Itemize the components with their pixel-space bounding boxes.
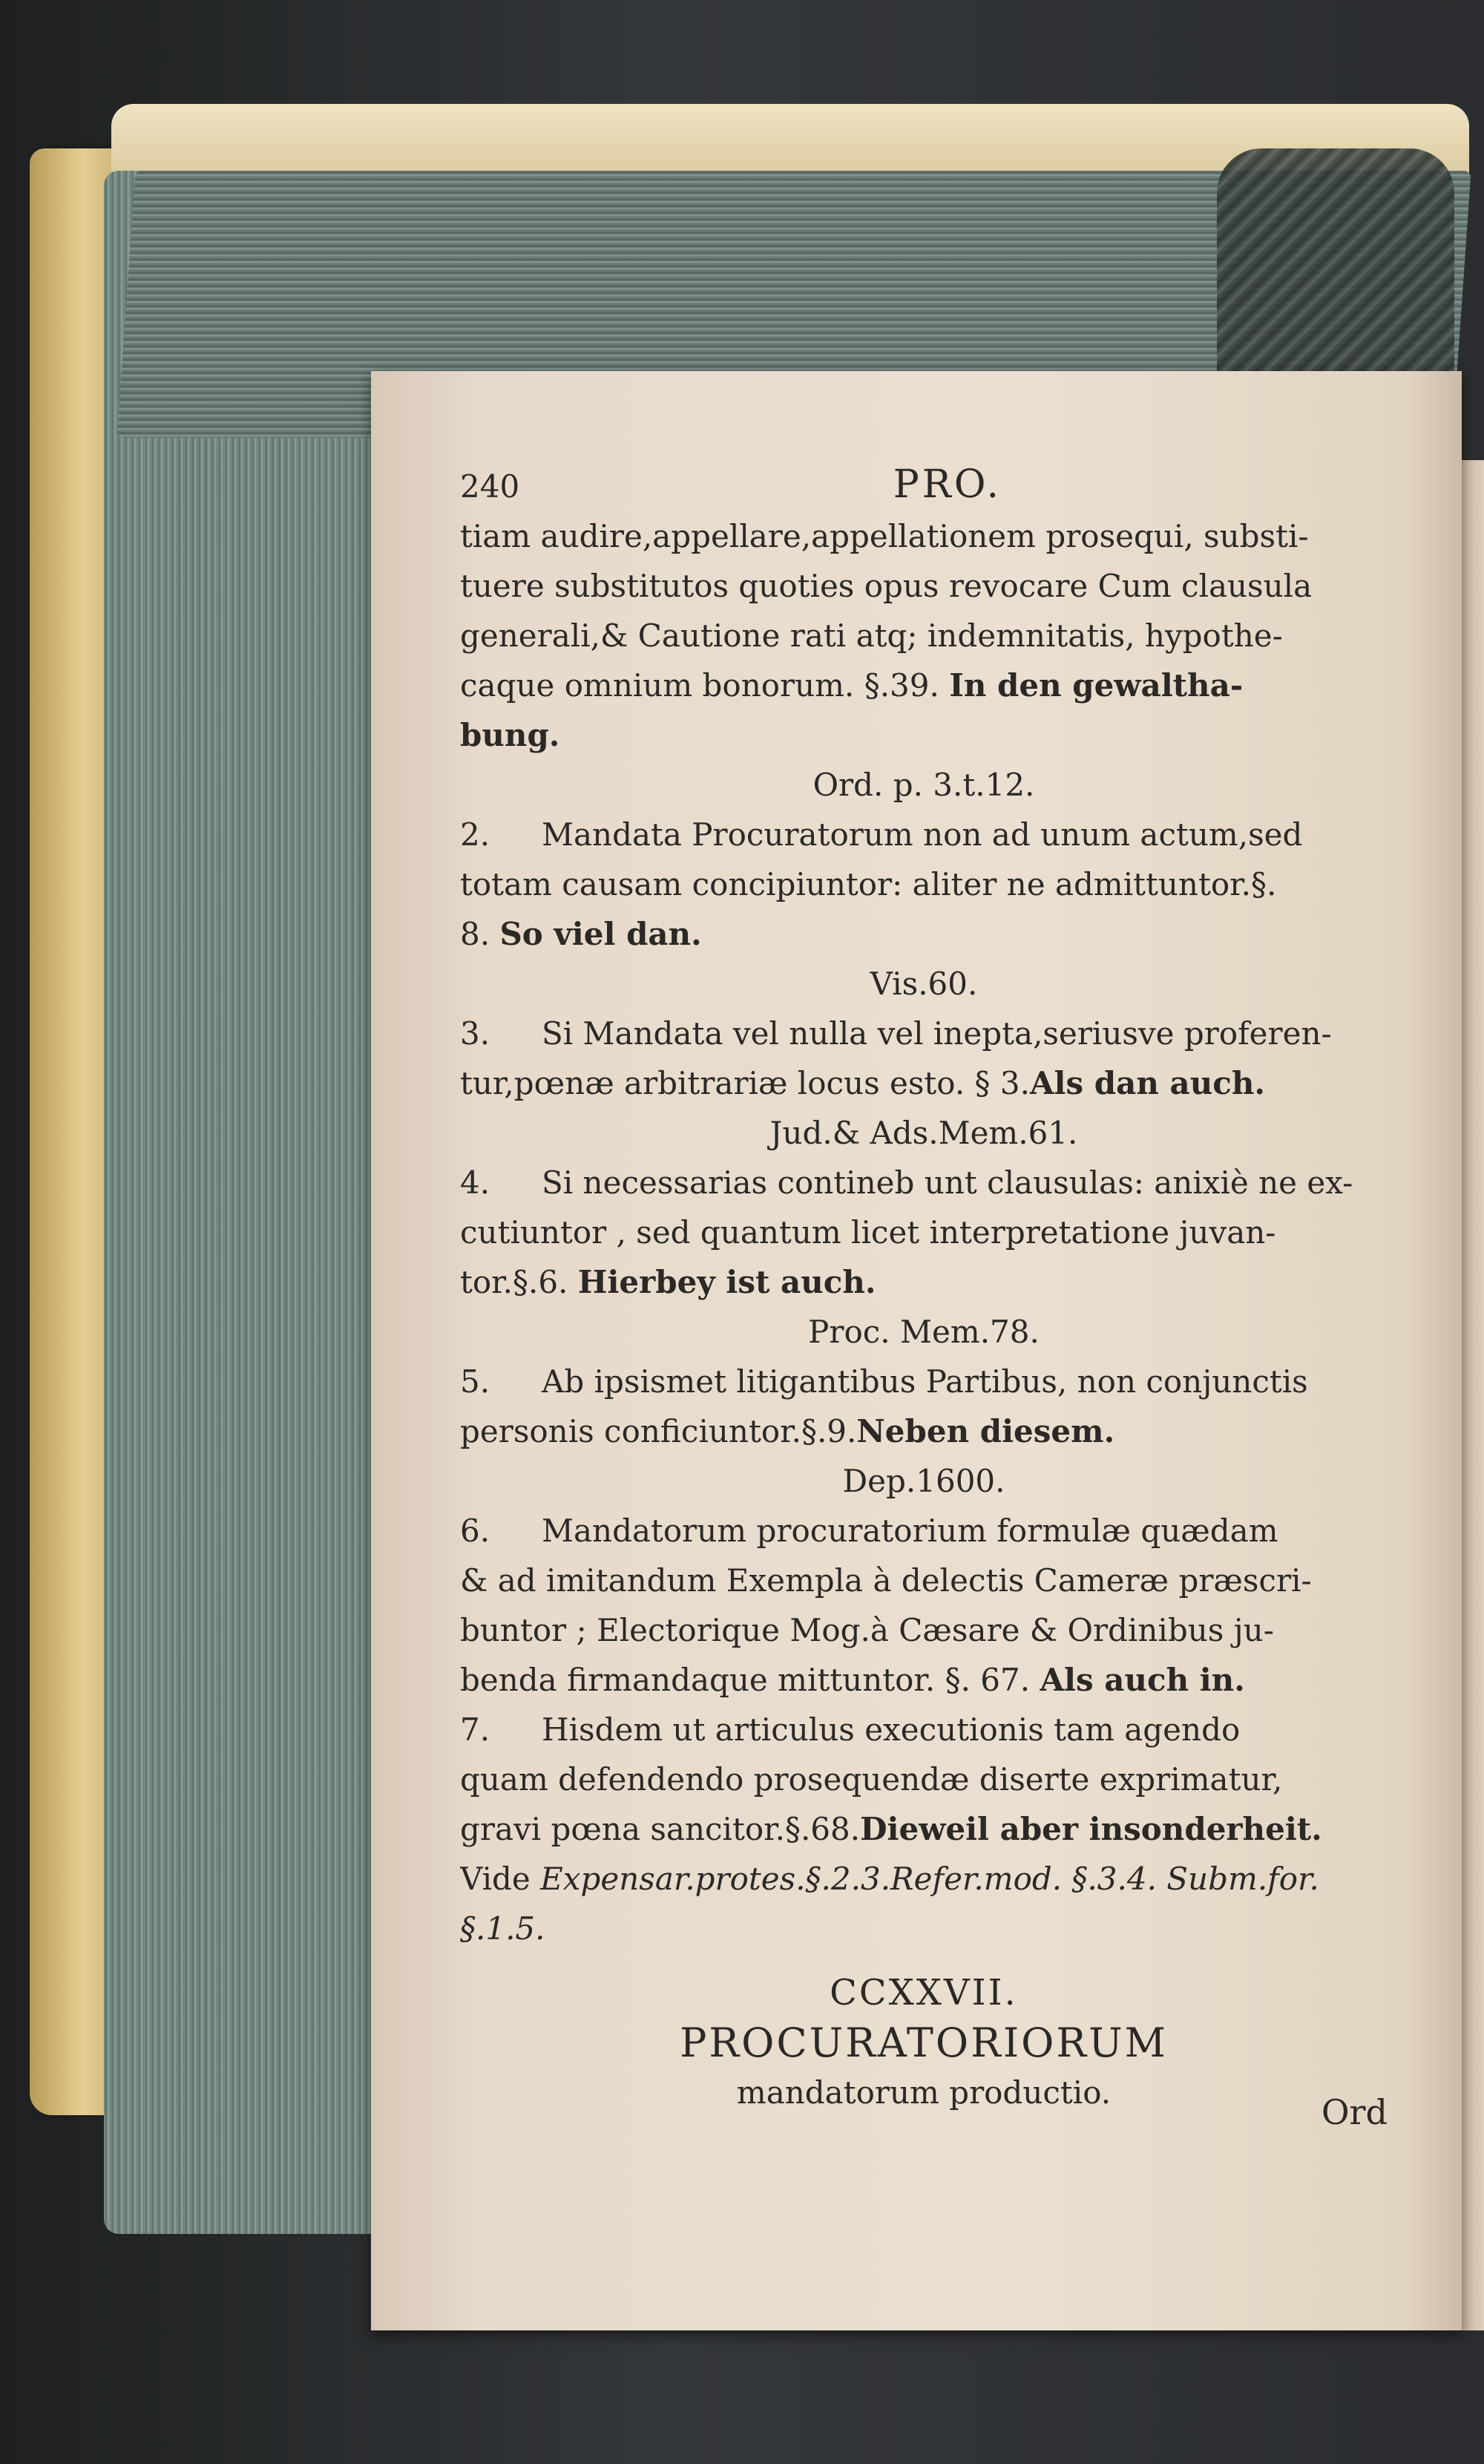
latin-text: benda firmandaque mittuntor. §. 67. <box>460 1662 1040 1698</box>
text-line <box>460 661 1388 710</box>
entry-line: buntor ; Electorique Mog.à Cæsare & Ordinibus ju- <box>460 1612 1274 1648</box>
german-text: Als dan auch. <box>1029 1065 1265 1101</box>
section-number: CCXXVII. <box>830 1972 1018 2014</box>
entry-first-line <box>460 1009 1388 1058</box>
entry-last-line <box>460 1804 1388 1854</box>
running-head: PRO. <box>893 462 1002 507</box>
entry-text: Mandatorum procuratorium formulæ quædam <box>542 1513 1278 1549</box>
entry-last-line <box>460 1406 1388 1456</box>
entry-number: 6. <box>460 1513 490 1549</box>
entry-line: totam causam concipiuntor: aliter ne admittuntor.§. <box>460 866 1277 902</box>
entry-last-line <box>460 1058 1388 1108</box>
cross-reference-cont: §.1.5. <box>460 1910 545 1947</box>
vide-label: Vide <box>460 1861 541 1897</box>
entry-reference: Vis.60. <box>870 966 978 1002</box>
entry-line: quam defendendo prosequendæ diserte exprimatur, <box>460 1761 1283 1798</box>
entry-number: 4. <box>460 1164 490 1201</box>
german-text: Neben diesem. <box>856 1413 1115 1449</box>
entry-text: Mandata Procuratorum non ad unum actum,sed <box>542 816 1303 853</box>
latin-text: 8. <box>460 916 500 952</box>
entry-number: 3. <box>460 1015 490 1052</box>
entry-first-line <box>460 1705 1388 1754</box>
page-text <box>460 460 1388 2137</box>
entry-text: Ab ipsismet litigantibus Partibus, non conjunctis <box>542 1363 1308 1400</box>
german-text: Als auch in. <box>1040 1662 1245 1698</box>
entry-reference: Ord. p. 3.t.12. <box>812 767 1035 803</box>
german-text: So viel dan. <box>499 916 702 952</box>
entry-first-line <box>460 1158 1388 1208</box>
entry-first-line <box>460 1506 1388 1556</box>
text-line: bung. <box>460 717 560 753</box>
entry-line: & ad imitandum Exempla à delectis Cameræ præscri- <box>460 1562 1312 1599</box>
entry-last-line <box>460 1655 1388 1705</box>
entry-first-line <box>460 810 1388 859</box>
latin-text: caque omnium bonorum. §.39. <box>460 667 950 704</box>
entry-text: Hisdem ut articulus executionis tam agendo <box>542 1711 1241 1748</box>
section-title: PROCURATORIORUM <box>680 2019 1168 2066</box>
entry-reference: Proc. Mem.78. <box>808 1314 1040 1350</box>
german-text: Hierbey ist auch. <box>577 1264 876 1300</box>
entry-first-line <box>460 1357 1388 1406</box>
latin-text: tur,pœnæ arbitrariæ locus esto. § 3. <box>460 1065 1030 1101</box>
entry-text: Si necessarias contineb unt clausulas: anixiè ne ex- <box>542 1164 1353 1201</box>
section-subtitle: mandatorum productio. <box>736 2074 1112 2111</box>
entry-line: cutiuntor , sed quantum licet interpretatione juvan- <box>460 1214 1276 1251</box>
entry-number: 7. <box>460 1711 490 1748</box>
cross-reference <box>460 1854 1388 1904</box>
entry-last-line <box>460 909 1388 959</box>
latin-text: tor.§.6. <box>460 1264 578 1300</box>
page-header <box>460 460 1388 511</box>
entry-last-line <box>460 1257 1388 1307</box>
latin-text: personis conficiuntor.§.9. <box>460 1413 857 1449</box>
page-stack-edge <box>104 171 386 2234</box>
entry-number: 2. <box>460 816 490 853</box>
text-line: tuere substitutos quoties opus revocare Cum clausula <box>460 568 1313 604</box>
german-text: Dieweil aber insonderheit. <box>860 1811 1322 1847</box>
german-text: In den gewaltha- <box>949 667 1244 704</box>
text-line: tiam audire,appellare,appellationem prosequi, substi- <box>460 518 1309 554</box>
vide-refs: Expensar.protes.§.2.3.Refer.mod. §.3.4. Subm.for. <box>540 1861 1319 1897</box>
facing-page-edge <box>1462 460 1484 2330</box>
latin-text: gravi pœna sancitor.§.68. <box>460 1811 861 1847</box>
entry-reference: Jud.& Ads.Mem.61. <box>769 1115 1078 1151</box>
catchword: Ord <box>1321 2092 1388 2132</box>
entry-text: Si Mandata vel nulla vel inepta,seriusve proferen- <box>542 1015 1332 1052</box>
entry-reference: Dep.1600. <box>842 1463 1005 1499</box>
entry-number: 5. <box>460 1363 490 1400</box>
text-line: generali,& Cautione rati atq; indemnitatis, hypothe- <box>460 617 1283 654</box>
page-number: 240 <box>460 468 520 505</box>
